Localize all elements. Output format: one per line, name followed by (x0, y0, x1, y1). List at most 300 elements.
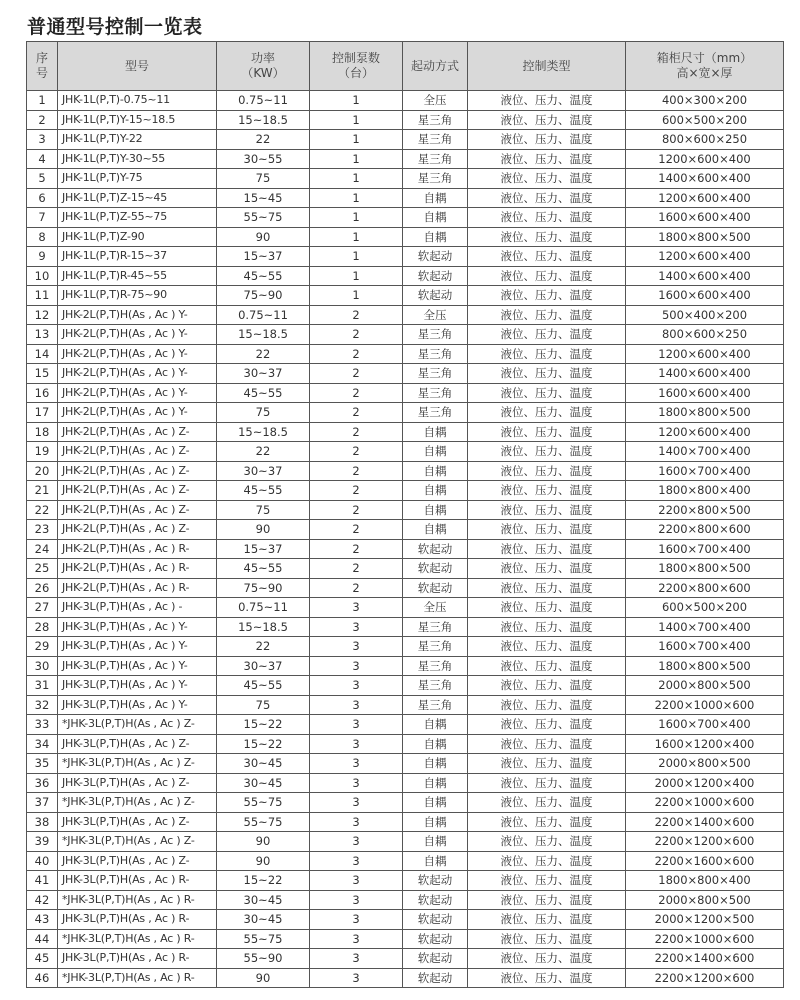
cell-seq: 5 (27, 169, 58, 189)
cell-pumps: 3 (310, 715, 403, 735)
cell-control: 液位、压力、温度 (468, 949, 626, 969)
cell-model: *JHK-3L(P,T)H(As , Ac ) Z- (58, 715, 217, 735)
table-row (27, 520, 784, 540)
cell-pumps: 3 (310, 910, 403, 930)
cell-start: 软起动 (403, 266, 468, 286)
cell-start: 全压 (403, 91, 468, 111)
cell-size: 2000×1200×400 (626, 773, 784, 793)
cell-size: 2200×1200×600 (626, 832, 784, 852)
cell-seq: 37 (27, 793, 58, 813)
cell-power: 15~45 (217, 188, 310, 208)
cell-model: JHK-2L(P,T)H(As , Ac ) Y- (58, 364, 217, 384)
cell-power: 15~22 (217, 871, 310, 891)
cell-seq: 25 (27, 559, 58, 579)
cell-model: JHK-1L(P,T)R-45~55 (58, 266, 217, 286)
cell-control: 液位、压力、温度 (468, 539, 626, 559)
table-row (27, 676, 784, 696)
cell-control: 液位、压力、温度 (468, 968, 626, 988)
cell-seq: 16 (27, 383, 58, 403)
cell-seq: 9 (27, 247, 58, 267)
cell-control: 液位、压力、温度 (468, 754, 626, 774)
cell-control: 液位、压力、温度 (468, 929, 626, 949)
cell-power: 55~75 (217, 812, 310, 832)
cell-pumps: 2 (310, 344, 403, 364)
cell-seq: 18 (27, 422, 58, 442)
cell-pumps: 3 (310, 793, 403, 813)
table-row (27, 286, 784, 306)
cell-power: 45~55 (217, 383, 310, 403)
cell-model: JHK-3L(P,T)H(As , Ac ) - (58, 598, 217, 618)
cell-start: 软起动 (403, 578, 468, 598)
cell-seq: 31 (27, 676, 58, 696)
cell-start: 星三角 (403, 403, 468, 423)
cell-start: 自耦 (403, 812, 468, 832)
cell-control: 液位、压力、温度 (468, 676, 626, 696)
cell-pumps: 3 (310, 851, 403, 871)
table-row (27, 188, 784, 208)
table-row (27, 773, 784, 793)
table-row (27, 403, 784, 423)
cell-power: 15~18.5 (217, 422, 310, 442)
header-pumps-line1: 控制泵数 (331, 51, 380, 65)
cell-size: 600×500×200 (626, 110, 784, 130)
cell-control: 液位、压力、温度 (468, 461, 626, 481)
cell-size: 1200×600×400 (626, 188, 784, 208)
table-row (27, 481, 784, 501)
header-power-line1: 功率 (250, 51, 275, 65)
table-row (27, 91, 784, 111)
cell-power: 22 (217, 344, 310, 364)
cell-size: 2200×1000×600 (626, 695, 784, 715)
cell-model: JHK-1L(P,T)Y-30~55 (58, 149, 217, 169)
cell-model: JHK-2L(P,T)H(As , Ac ) Z- (58, 461, 217, 481)
cell-start: 软起动 (403, 871, 468, 891)
table-row (27, 968, 784, 988)
cell-start: 自耦 (403, 461, 468, 481)
cell-model: JHK-3L(P,T)H(As , Ac ) Y- (58, 676, 217, 696)
table-row (27, 832, 784, 852)
cell-seq: 1 (27, 91, 58, 111)
cell-control: 液位、压力、温度 (468, 383, 626, 403)
cell-pumps: 1 (310, 169, 403, 189)
cell-size: 1600×700×400 (626, 539, 784, 559)
cell-control: 液位、压力、温度 (468, 325, 626, 345)
cell-model: JHK-1L(P,T)R-15~37 (58, 247, 217, 267)
cell-seq: 3 (27, 130, 58, 150)
cell-power: 75 (217, 500, 310, 520)
cell-power: 15~18.5 (217, 617, 310, 637)
table-row (27, 208, 784, 228)
cell-size: 1600×1200×400 (626, 734, 784, 754)
cell-model: JHK-3L(P,T)H(As , Ac ) Y- (58, 617, 217, 637)
cell-seq: 13 (27, 325, 58, 345)
cell-control: 液位、压力、温度 (468, 227, 626, 247)
cell-seq: 20 (27, 461, 58, 481)
table-row (27, 734, 784, 754)
cell-power: 45~55 (217, 266, 310, 286)
cell-model: *JHK-3L(P,T)H(As , Ac ) R- (58, 890, 217, 910)
cell-start: 星三角 (403, 383, 468, 403)
cell-power: 15~37 (217, 247, 310, 267)
cell-pumps: 2 (310, 520, 403, 540)
table-row (27, 383, 784, 403)
cell-seq: 2 (27, 110, 58, 130)
cell-power: 0.75~11 (217, 305, 310, 325)
cell-control: 液位、压力、温度 (468, 890, 626, 910)
cell-power: 75 (217, 403, 310, 423)
header-row (27, 42, 784, 91)
cell-control: 液位、压力、温度 (468, 793, 626, 813)
cell-control: 液位、压力、温度 (468, 851, 626, 871)
cell-start: 全压 (403, 305, 468, 325)
cell-control: 液位、压力、温度 (468, 559, 626, 579)
cell-power: 55~75 (217, 793, 310, 813)
cell-control: 液位、压力、温度 (468, 832, 626, 852)
cell-model: JHK-3L(P,T)H(As , Ac ) R- (58, 949, 217, 969)
cell-control: 液位、压力、温度 (468, 305, 626, 325)
header-power (217, 42, 310, 91)
cell-start: 星三角 (403, 169, 468, 189)
cell-start: 自耦 (403, 500, 468, 520)
cell-model: JHK-3L(P,T)H(As , Ac ) R- (58, 910, 217, 930)
cell-model: JHK-3L(P,T)H(As , Ac ) Z- (58, 734, 217, 754)
cell-seq: 23 (27, 520, 58, 540)
table-row (27, 559, 784, 579)
cell-seq: 10 (27, 266, 58, 286)
cell-control: 液位、压力、温度 (468, 773, 626, 793)
cell-size: 1400×600×400 (626, 169, 784, 189)
cell-size: 1600×700×400 (626, 715, 784, 735)
cell-power: 22 (217, 442, 310, 462)
cell-size: 1600×600×400 (626, 286, 784, 306)
cell-model: JHK-2L(P,T)H(As , Ac ) Z- (58, 481, 217, 501)
cell-size: 800×600×250 (626, 130, 784, 150)
cell-start: 星三角 (403, 637, 468, 657)
cell-model: *JHK-3L(P,T)H(As , Ac ) Z- (58, 832, 217, 852)
cell-power: 45~55 (217, 559, 310, 579)
cell-seq: 8 (27, 227, 58, 247)
cell-model: JHK-3L(P,T)H(As , Ac ) Y- (58, 695, 217, 715)
cell-size: 2200×1000×600 (626, 929, 784, 949)
cell-size: 1400×700×400 (626, 617, 784, 637)
cell-size: 2000×1200×500 (626, 910, 784, 930)
cell-model: JHK-2L(P,T)H(As , Ac ) Y- (58, 383, 217, 403)
table-row (27, 793, 784, 813)
cell-start: 自耦 (403, 481, 468, 501)
cell-pumps: 3 (310, 656, 403, 676)
cell-pumps: 3 (310, 871, 403, 891)
table-row (27, 149, 784, 169)
cell-pumps: 1 (310, 247, 403, 267)
cell-start: 星三角 (403, 676, 468, 696)
cell-seq: 24 (27, 539, 58, 559)
table-row (27, 442, 784, 462)
cell-seq: 26 (27, 578, 58, 598)
cell-power: 45~55 (217, 481, 310, 501)
cell-start: 自耦 (403, 851, 468, 871)
cell-model: JHK-3L(P,T)H(As , Ac ) Z- (58, 773, 217, 793)
cell-pumps: 3 (310, 890, 403, 910)
cell-size: 1400×700×400 (626, 442, 784, 462)
cell-start: 星三角 (403, 656, 468, 676)
cell-control: 液位、压力、温度 (468, 208, 626, 228)
cell-model: JHK-1L(P,T)Z-15~45 (58, 188, 217, 208)
cell-seq: 32 (27, 695, 58, 715)
header-seq-line1: 序 (35, 51, 48, 65)
cell-model: JHK-3L(P,T)H(As , Ac ) R- (58, 871, 217, 891)
cell-seq: 38 (27, 812, 58, 832)
header-size-line2: 高×宽×厚 (676, 66, 733, 80)
cell-pumps: 3 (310, 637, 403, 657)
table-row (27, 949, 784, 969)
table-row (27, 578, 784, 598)
cell-size: 2200×800×600 (626, 578, 784, 598)
cell-power: 75~90 (217, 578, 310, 598)
cell-pumps: 3 (310, 734, 403, 754)
cell-pumps: 3 (310, 754, 403, 774)
cell-start: 自耦 (403, 773, 468, 793)
cell-model: JHK-2L(P,T)H(As , Ac ) Z- (58, 520, 217, 540)
cell-model: JHK-2L(P,T)H(As , Ac ) Y- (58, 325, 217, 345)
table-row (27, 364, 784, 384)
cell-control: 液位、压力、温度 (468, 266, 626, 286)
cell-pumps: 3 (310, 968, 403, 988)
cell-size: 1800×800×400 (626, 481, 784, 501)
cell-pumps: 1 (310, 130, 403, 150)
cell-model: JHK-2L(P,T)H(As , Ac ) R- (58, 578, 217, 598)
cell-seq: 4 (27, 149, 58, 169)
cell-power: 55~75 (217, 929, 310, 949)
table-row (27, 715, 784, 735)
cell-power: 15~22 (217, 734, 310, 754)
cell-size: 1200×600×400 (626, 247, 784, 267)
cell-control: 液位、压力、温度 (468, 910, 626, 930)
cell-size: 2000×800×500 (626, 890, 784, 910)
cell-power: 15~18.5 (217, 325, 310, 345)
cell-size: 1200×600×400 (626, 422, 784, 442)
cell-power: 30~37 (217, 461, 310, 481)
header-power-line2: （KW） (241, 66, 285, 80)
cell-start: 自耦 (403, 208, 468, 228)
cell-power: 15~37 (217, 539, 310, 559)
cell-seq: 35 (27, 754, 58, 774)
cell-power: 0.75~11 (217, 598, 310, 618)
cell-pumps: 1 (310, 208, 403, 228)
cell-power: 75 (217, 169, 310, 189)
cell-start: 软起动 (403, 539, 468, 559)
cell-pumps: 2 (310, 422, 403, 442)
cell-power: 30~45 (217, 890, 310, 910)
table-row (27, 754, 784, 774)
cell-power: 55~75 (217, 208, 310, 228)
cell-power: 15~22 (217, 715, 310, 735)
cell-seq: 41 (27, 871, 58, 891)
cell-control: 液位、压力、温度 (468, 734, 626, 754)
cell-size: 500×400×200 (626, 305, 784, 325)
cell-power: 90 (217, 832, 310, 852)
table-row (27, 637, 784, 657)
cell-control: 液位、压力、温度 (468, 344, 626, 364)
cell-seq: 27 (27, 598, 58, 618)
cell-pumps: 3 (310, 695, 403, 715)
cell-model: JHK-2L(P,T)H(As , Ac ) R- (58, 559, 217, 579)
cell-pumps: 1 (310, 188, 403, 208)
cell-power: 30~55 (217, 149, 310, 169)
cell-power: 90 (217, 520, 310, 540)
cell-model: *JHK-3L(P,T)H(As , Ac ) Z- (58, 754, 217, 774)
cell-pumps: 2 (310, 481, 403, 501)
cell-size: 2200×800×500 (626, 500, 784, 520)
cell-pumps: 2 (310, 383, 403, 403)
cell-start: 软起动 (403, 910, 468, 930)
cell-power: 22 (217, 637, 310, 657)
cell-power: 55~90 (217, 949, 310, 969)
cell-seq: 12 (27, 305, 58, 325)
model-table (26, 41, 784, 988)
cell-size: 1600×700×400 (626, 461, 784, 481)
table-row (27, 461, 784, 481)
cell-size: 1400×600×400 (626, 364, 784, 384)
cell-model: JHK-3L(P,T)H(As , Ac ) Z- (58, 812, 217, 832)
cell-start: 星三角 (403, 344, 468, 364)
cell-start: 自耦 (403, 227, 468, 247)
cell-model: JHK-1L(P,T)Y-15~18.5 (58, 110, 217, 130)
cell-model: JHK-1L(P,T)-0.75~11 (58, 91, 217, 111)
cell-seq: 28 (27, 617, 58, 637)
cell-control: 液位、压力、温度 (468, 656, 626, 676)
header-size (626, 42, 784, 91)
cell-pumps: 1 (310, 266, 403, 286)
cell-start: 自耦 (403, 520, 468, 540)
cell-start: 软起动 (403, 949, 468, 969)
cell-model: JHK-2L(P,T)H(As , Ac ) Y- (58, 305, 217, 325)
cell-control: 液位、压力、温度 (468, 695, 626, 715)
cell-pumps: 1 (310, 91, 403, 111)
cell-seq: 6 (27, 188, 58, 208)
cell-start: 星三角 (403, 130, 468, 150)
table-row (27, 500, 784, 520)
cell-model: JHK-2L(P,T)H(As , Ac ) Z- (58, 442, 217, 462)
cell-control: 液位、压力、温度 (468, 520, 626, 540)
cell-power: 30~45 (217, 773, 310, 793)
cell-size: 1600×600×400 (626, 208, 784, 228)
cell-control: 液位、压力、温度 (468, 715, 626, 735)
cell-pumps: 1 (310, 286, 403, 306)
cell-control: 液位、压力、温度 (468, 403, 626, 423)
cell-size: 1200×600×400 (626, 149, 784, 169)
cell-power: 90 (217, 968, 310, 988)
table-row (27, 266, 784, 286)
cell-pumps: 3 (310, 812, 403, 832)
table-row (27, 851, 784, 871)
table-body (27, 91, 784, 988)
cell-seq: 30 (27, 656, 58, 676)
cell-pumps: 3 (310, 832, 403, 852)
cell-control: 液位、压力、温度 (468, 286, 626, 306)
cell-pumps: 2 (310, 325, 403, 345)
table-row (27, 227, 784, 247)
table-row (27, 539, 784, 559)
cell-pumps: 2 (310, 559, 403, 579)
cell-seq: 17 (27, 403, 58, 423)
cell-model: JHK-2L(P,T)H(As , Ac ) Y- (58, 344, 217, 364)
cell-model: JHK-1L(P,T)R-75~90 (58, 286, 217, 306)
cell-power: 22 (217, 130, 310, 150)
cell-start: 软起动 (403, 559, 468, 579)
table-row (27, 929, 784, 949)
cell-size: 1800×800×400 (626, 871, 784, 891)
cell-control: 液位、压力、温度 (468, 578, 626, 598)
cell-seq: 34 (27, 734, 58, 754)
cell-size: 2200×1400×600 (626, 949, 784, 969)
cell-pumps: 2 (310, 500, 403, 520)
cell-control: 液位、压力、温度 (468, 422, 626, 442)
cell-pumps: 2 (310, 305, 403, 325)
cell-size: 800×600×250 (626, 325, 784, 345)
cell-seq: 36 (27, 773, 58, 793)
cell-control: 液位、压力、温度 (468, 500, 626, 520)
cell-start: 星三角 (403, 325, 468, 345)
table-row (27, 110, 784, 130)
cell-pumps: 3 (310, 598, 403, 618)
cell-size: 1800×800×500 (626, 403, 784, 423)
table-row (27, 169, 784, 189)
cell-control: 液位、压力、温度 (468, 110, 626, 130)
cell-seq: 33 (27, 715, 58, 735)
cell-size: 1800×800×500 (626, 559, 784, 579)
table-row (27, 890, 784, 910)
cell-seq: 19 (27, 442, 58, 462)
cell-model: JHK-1L(P,T)Z-90 (58, 227, 217, 247)
cell-size: 1600×700×400 (626, 637, 784, 657)
cell-model: *JHK-3L(P,T)H(As , Ac ) R- (58, 968, 217, 988)
cell-size: 2200×1400×600 (626, 812, 784, 832)
cell-power: 30~37 (217, 656, 310, 676)
header-seq (27, 42, 58, 91)
cell-seq: 43 (27, 910, 58, 930)
table-row (27, 617, 784, 637)
cell-seq: 15 (27, 364, 58, 384)
table-row (27, 871, 784, 891)
cell-control: 液位、压力、温度 (468, 637, 626, 657)
cell-seq: 7 (27, 208, 58, 228)
header-pumps (310, 42, 403, 91)
cell-size: 1400×600×400 (626, 266, 784, 286)
cell-size: 600×500×200 (626, 598, 784, 618)
cell-pumps: 1 (310, 110, 403, 130)
cell-seq: 42 (27, 890, 58, 910)
header-size-line1: 箱柜尺寸（mm） (656, 51, 753, 65)
cell-model: JHK-2L(P,T)H(As , Ac ) Z- (58, 500, 217, 520)
cell-control: 液位、压力、温度 (468, 812, 626, 832)
cell-start: 星三角 (403, 695, 468, 715)
cell-model: JHK-3L(P,T)H(As , Ac ) Z- (58, 851, 217, 871)
cell-control: 液位、压力、温度 (468, 188, 626, 208)
table-row (27, 344, 784, 364)
cell-size: 2000×800×500 (626, 754, 784, 774)
cell-power: 15~18.5 (217, 110, 310, 130)
cell-pumps: 2 (310, 364, 403, 384)
cell-model: JHK-1L(P,T)Y-75 (58, 169, 217, 189)
cell-pumps: 1 (310, 149, 403, 169)
page-title: 普通型号控制一览表 (27, 16, 203, 38)
table-row (27, 325, 784, 345)
cell-start: 软起动 (403, 286, 468, 306)
cell-seq: 45 (27, 949, 58, 969)
table-row (27, 598, 784, 618)
cell-size: 1800×800×500 (626, 656, 784, 676)
header-control: 控制类型 (468, 42, 626, 91)
